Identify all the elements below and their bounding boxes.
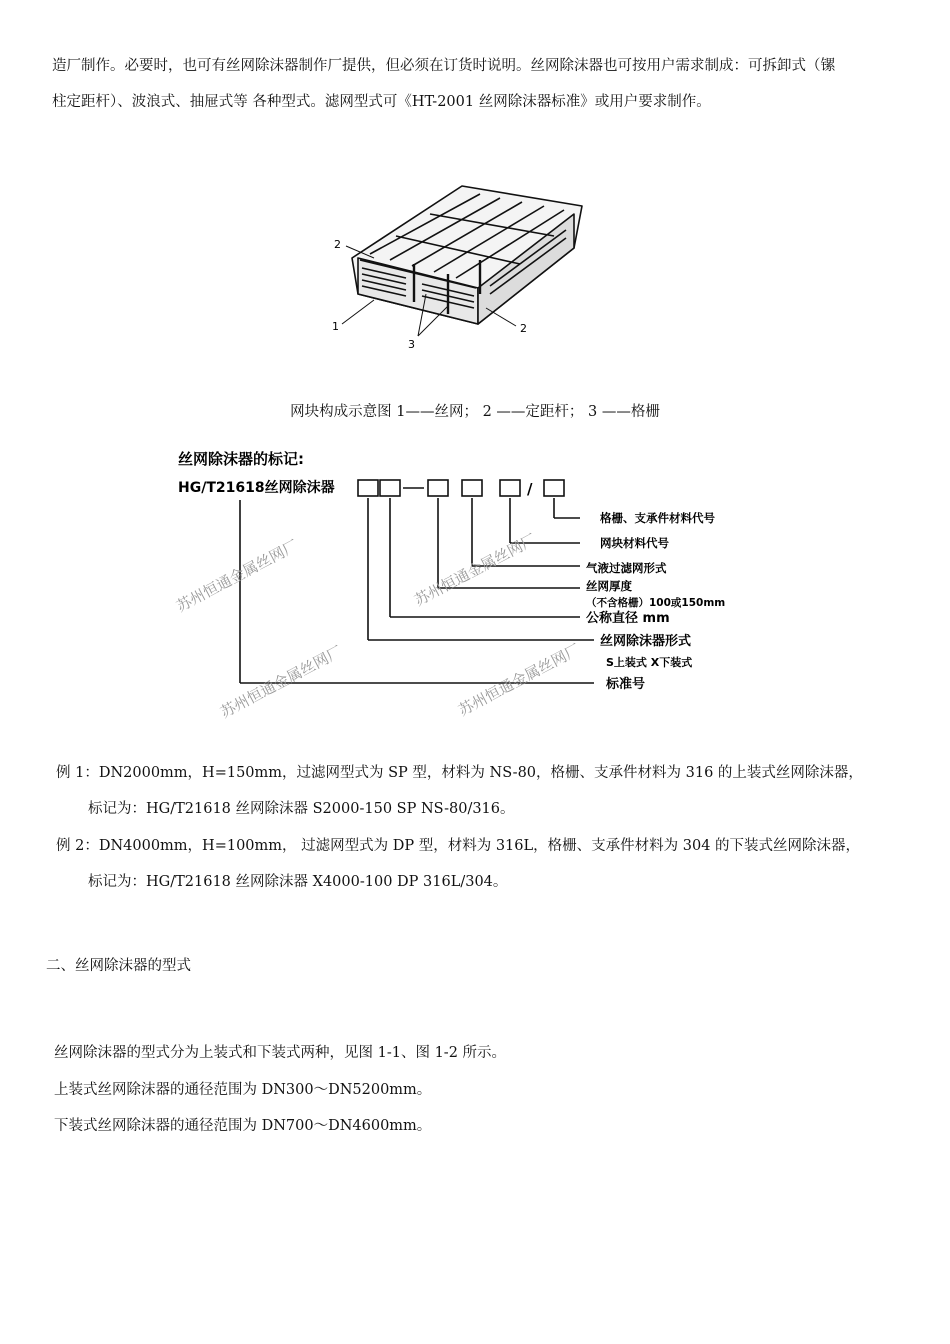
label-thickness-note: （不含格栅）100或150mm xyxy=(586,597,726,609)
fig1-label-2a: 2 xyxy=(334,238,341,251)
label-standard-no: 标准号 xyxy=(606,677,646,692)
label-filter-type: 气液过滤网形式 xyxy=(586,561,667,575)
designation-code-prefix: HG/T21618丝网除沫器 xyxy=(178,480,335,496)
example-1-line-1: 例 1：DN2000mm，H=150mm，过滤网型式为 SP 型，材料为 NS-80，格栅、支承件材料为 316 的上装式丝网除沫器， xyxy=(56,765,863,781)
example-2-line-2: 标记为：HG/T21618 丝网除沫器 X4000-100 DP 316L/304。 xyxy=(88,874,508,890)
watermark: 苏州恒通金属丝网厂 xyxy=(455,640,584,720)
section-2-paragraph-1: 丝网除沫器的型式分为上装式和下装式两种，见图 1-1、图 1-2 所示。 xyxy=(54,1045,507,1061)
intro-line-2: 柱定距杆）、波浪式、抽屉式等 各种型式。滤网型式可《HT-2001 丝网除沫器标准》或用户要求制作。 xyxy=(52,94,711,110)
watermark: 苏州恒通金属丝网厂 xyxy=(217,642,346,722)
intro-line-1: 造厂制作。必要时，也可有丝网除沫器制作厂提供，但必须在订货时说明。丝网除沫器也可按用户需求制成：可拆卸式（镙 xyxy=(52,58,835,74)
fig1-label-1: 1 xyxy=(332,320,339,333)
designation-title: 丝网除沫器的标记: xyxy=(178,450,304,468)
example-2-line-1: 例 2：DN4000mm，H=100mm， 过滤网型式为 DP 型，材料为 316L，格栅、支承件材料为 304 的下装式丝网除沫器， xyxy=(56,838,861,854)
watermark: 苏州恒通金属丝网厂 xyxy=(411,530,540,610)
example-1-line-2: 标记为：HG/T21618 丝网除沫器 S2000-150 SP NS-80/316。 xyxy=(88,801,515,817)
section-2-paragraph-2: 上装式丝网除沫器的通径范围为 DN300～DN5200mm。 xyxy=(54,1082,432,1098)
fig1-label-2b: 2 xyxy=(520,322,527,335)
section-2-paragraph-3: 下装式丝网除沫器的通径范围为 DN700～DN4600mm。 xyxy=(54,1118,432,1134)
figure1-caption: 网块构成示意图 1——丝网； 2 ——定距杆； 3 ——格栅 xyxy=(290,404,660,420)
designation-slash: / xyxy=(527,480,533,498)
watermark: 苏州恒通金属丝网厂 xyxy=(173,536,302,616)
label-nominal-diameter: 公称直径 mm xyxy=(586,611,670,626)
section-2-heading: 二、丝网除沫器的型式 xyxy=(46,958,191,974)
label-mesh-thickness: 丝网厚度 xyxy=(586,579,632,593)
label-demister-type: 丝网除沫器形式 xyxy=(600,634,692,649)
label-type-note: S上装式 X下装式 xyxy=(606,656,693,669)
label-grid-material: 格栅、支承件材料代号 xyxy=(600,511,715,525)
mesh-block-figure xyxy=(330,176,620,356)
label-mesh-material: 网块材料代号 xyxy=(600,536,669,550)
designation-diagram xyxy=(160,440,800,725)
fig1-label-3: 3 xyxy=(408,338,415,351)
